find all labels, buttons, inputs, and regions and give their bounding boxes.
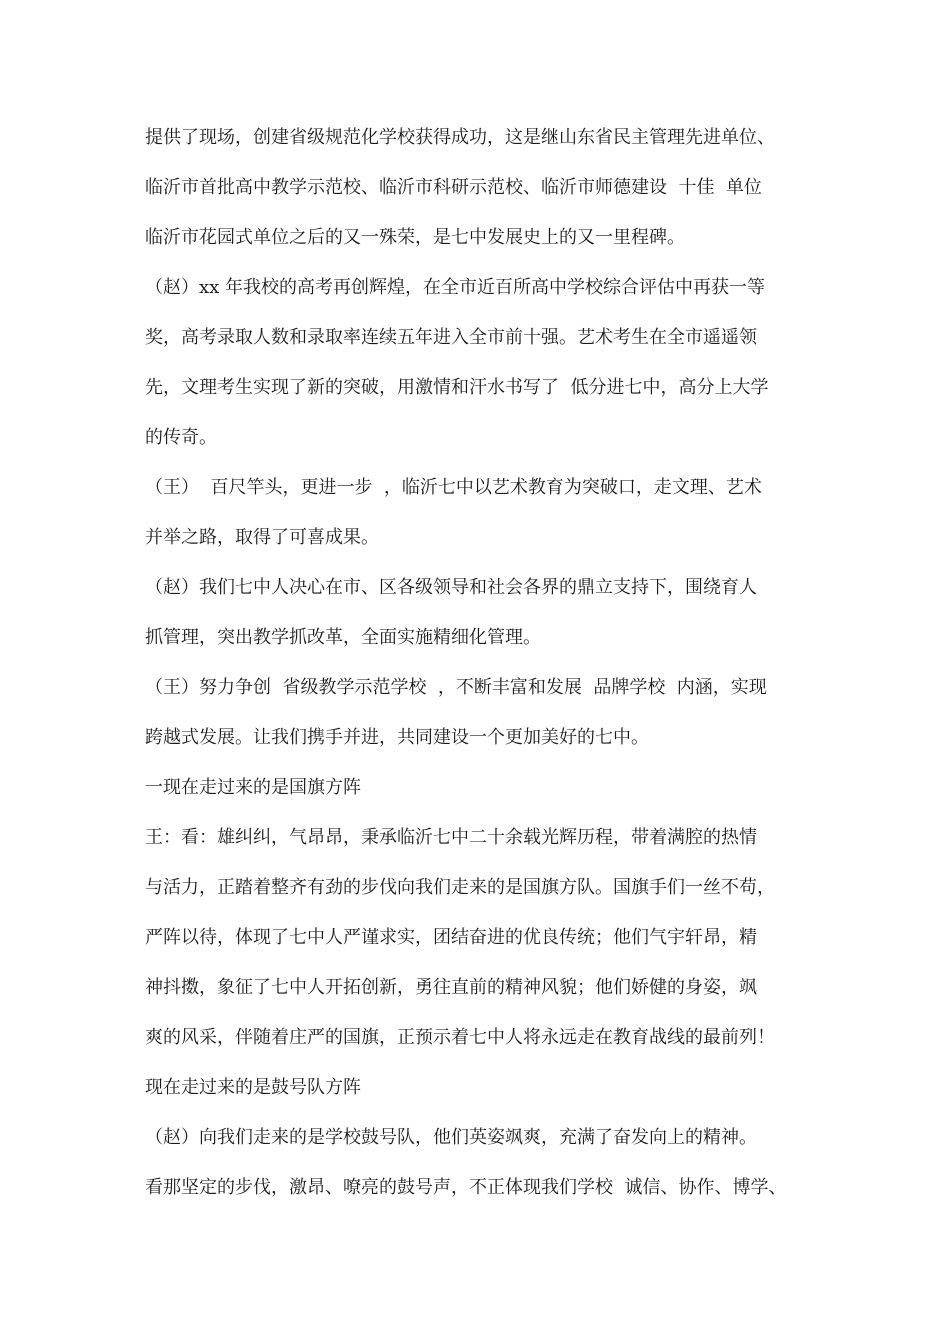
text-line: 临沂市花园式单位之后的又一殊荣，是七中发展史上的又一里程碑。	[145, 227, 685, 248]
text-line: 的传奇。	[145, 427, 217, 448]
text-line: （赵）我们七中人决心在市、区各级领导和社会各界的鼎立支持下，围绕育人	[145, 577, 757, 598]
text-line: 看那坚定的步伐，激昂、嘹亮的鼓号声，不正体现我们学校 诚信、协作、博学、	[145, 1177, 787, 1198]
text-line: 临沂市首批高中教学示范校、临沂市科研示范校、临沂市师德建设 十佳 单位	[145, 177, 762, 198]
text-line: 提供了现场，创建省级规范化学校获得成功，这是继山东省民主管理先进单位、	[145, 127, 775, 148]
text-line: 严阵以待，体现了七中人严谨求实，团结奋进的优良传统；他们气宇轩昂，精	[145, 927, 757, 948]
text-line: 奖，高考录取人数和录取率连续五年进入全市前十强。艺术考生在全市遥遥领	[145, 327, 757, 348]
text-line: 爽的风采，伴随着庄严的国旗，正预示着七中人将永远走在教育战线的最前列！	[145, 1027, 775, 1048]
text-line: 抓管理，突出教学抓改革，全面实施精细化管理。	[145, 627, 541, 648]
text-line: 跨越式发展。让我们携手并进，共同建设一个更加美好的七中。	[145, 727, 649, 748]
section-heading: 现在走过来的是鼓号队方阵	[145, 1077, 361, 1098]
text-line: 先，文理考生实现了新的突破，用激情和汗水书写了 低分进七中，高分上大学	[145, 377, 769, 398]
section-heading: 一现在走过来的是国旗方阵	[145, 777, 361, 798]
text-line: （王）努力争创 省级教学示范学校 ，不断丰富和发展 品牌学校 内涵，实现	[145, 677, 767, 698]
text-line: 王：看：雄纠纠，气昂昂，秉承临沂七中二十余载光辉历程，带着满腔的热情	[145, 827, 757, 848]
text-line: （王） 百尺竿头，更进一步 ，临沂七中以艺术教育为突破口，走文理、艺术	[145, 477, 762, 498]
text-line: （赵）xx 年我校的高考再创辉煌，在全市近百所高中学校综合评估中再获一等	[145, 277, 766, 298]
text-line: 神抖擞，象征了七中人开拓创新，勇往直前的精神风貌；他们娇健的身姿，飒	[145, 977, 757, 998]
text-line: 与活力，正踏着整齐有劲的步伐向我们走来的是国旗方队。国旗手们一丝不苟，	[145, 877, 775, 898]
text-line: 并举之路，取得了可喜成果。	[145, 527, 379, 548]
text-line: （赵）向我们走来的是学校鼓号队，他们英姿飒爽，充满了奋发向上的精神。	[145, 1127, 757, 1148]
